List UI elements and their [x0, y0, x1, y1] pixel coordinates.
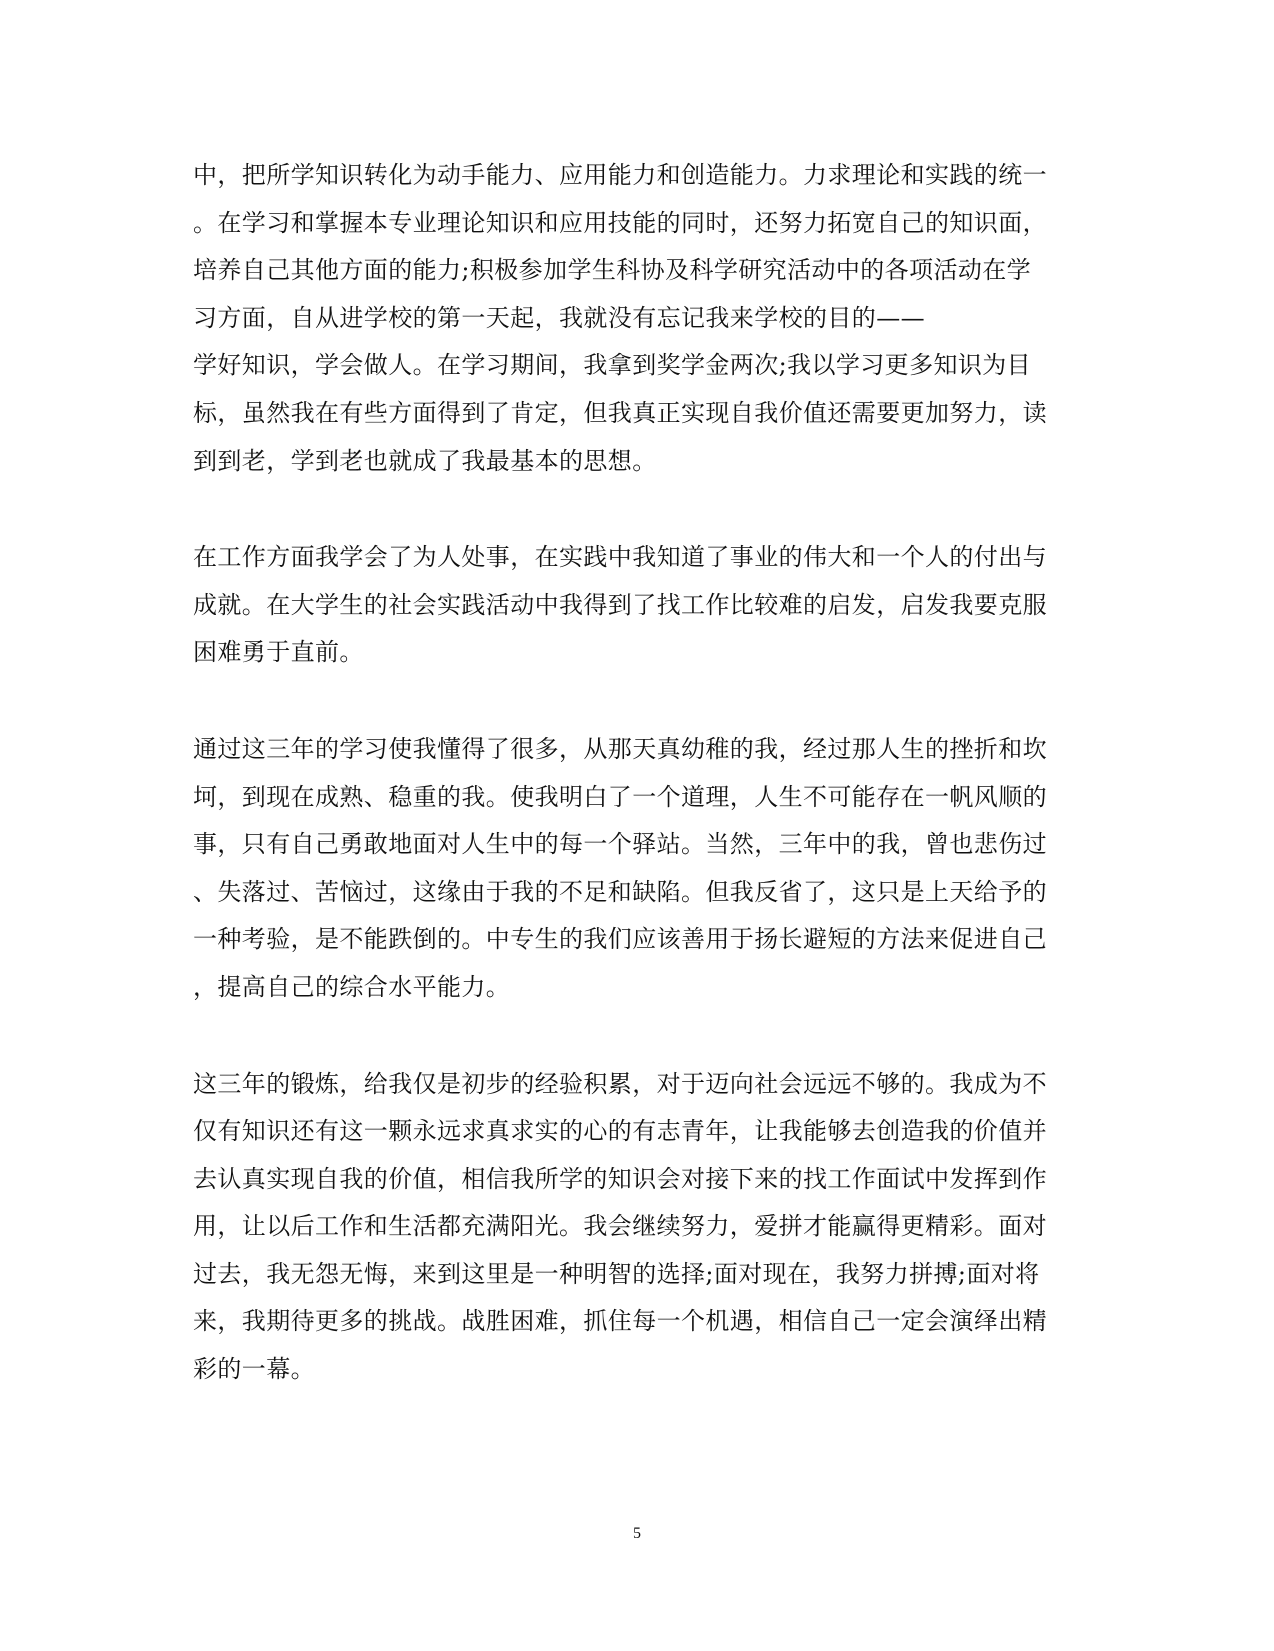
text-line: 彩的一幕。 — [193, 1355, 315, 1384]
text-line: 困难勇于直前。 — [193, 638, 364, 667]
page-number: 5 — [633, 1525, 641, 1542]
text-line: 通过这三年的学习使我懂得了很多，从那天真幼稚的我，经过那人生的挫折和坎 — [193, 734, 1047, 763]
paragraph-4 — [193, 1061, 1073, 1394]
text-line: ，提高自己的综合水平能力。 — [193, 972, 511, 1001]
text-line: 来，我期待更多的挑战。战胜困难，抓住每一个机遇，相信自己一定会演绎出精 — [193, 1307, 1047, 1336]
paragraph-1 — [193, 152, 1073, 485]
text-line: 事，只有自己勇敢地面对人生中的每一个驿站。当然，三年中的我，曾也悲伤过 — [193, 830, 1047, 859]
text-line: 坷，到现在成熟、稳重的我。使我明白了一个道理，人生不可能存在一帆风顺的 — [193, 782, 1047, 811]
text-line: 学好知识，学会做人。在学习期间，我拿到奖学金两次;我以学习更多知识为目 — [193, 351, 1032, 380]
paragraph-3 — [193, 726, 1073, 1012]
text-line: 仅有知识还有这一颗永远求真求实的心的有志青年，让我能够去创造我的价值并 — [193, 1117, 1047, 1146]
paragraph-spacer — [193, 677, 1073, 726]
text-line: 培养自己其他方面的能力;积极参加学生科协及科学研究活动中的各项活动在学 — [193, 256, 1032, 285]
text-line: 过去，我无怨无悔，来到这里是一种明智的选择;面对现在，我努力拼搏;面对将 — [193, 1259, 1040, 1288]
text-line: 、失落过、苦恼过，这缘由于我的不足和缺陷。但我反省了，这只是上天给予的 — [193, 877, 1047, 906]
paragraph-spacer — [193, 1012, 1073, 1061]
text-line: 成就。在大学生的社会实践活动中我得到了找工作比较难的启发，启发我要克服 — [193, 590, 1047, 619]
text-line: 。在学习和掌握本专业理论知识和应用技能的同时，还努力拓宽自己的知识面， — [193, 208, 1047, 237]
text-line: 用，让以后工作和生活都充满阳光。我会继续努力，爱拼才能赢得更精彩。面对 — [193, 1212, 1047, 1241]
text-line: 去认真实现自我的价值，相信我所学的知识会对接下来的找工作面试中发挥到作 — [193, 1164, 1047, 1193]
paragraph-2 — [193, 534, 1073, 677]
text-line: 到到老，学到老也就成了我最基本的思想。 — [193, 446, 657, 475]
text-line: 在工作方面我学会了为人处事，在实践中我知道了事业的伟大和一个人的付出与 — [193, 543, 1047, 572]
text-line: 一种考验，是不能跌倒的。中专生的我们应该善用于扬长避短的方法来促进自己 — [193, 925, 1047, 954]
text-line: 中，把所学知识转化为动手能力、应用能力和创造能力。力求理论和实践的统一 — [193, 161, 1047, 189]
text-line: 习方面，自从进学校的第一天起，我就没有忘记我来学校的目的—— — [193, 303, 925, 332]
text-line: 这三年的锻炼，给我仅是初步的经验积累，对于迈向社会远远不够的。我成为不 — [193, 1069, 1047, 1098]
paragraph-spacer — [193, 485, 1073, 534]
document-body — [193, 152, 1073, 1394]
text-line: 标，虽然我在有些方面得到了肯定，但我真正实现自我价值还需要更加努力，读 — [193, 398, 1047, 427]
